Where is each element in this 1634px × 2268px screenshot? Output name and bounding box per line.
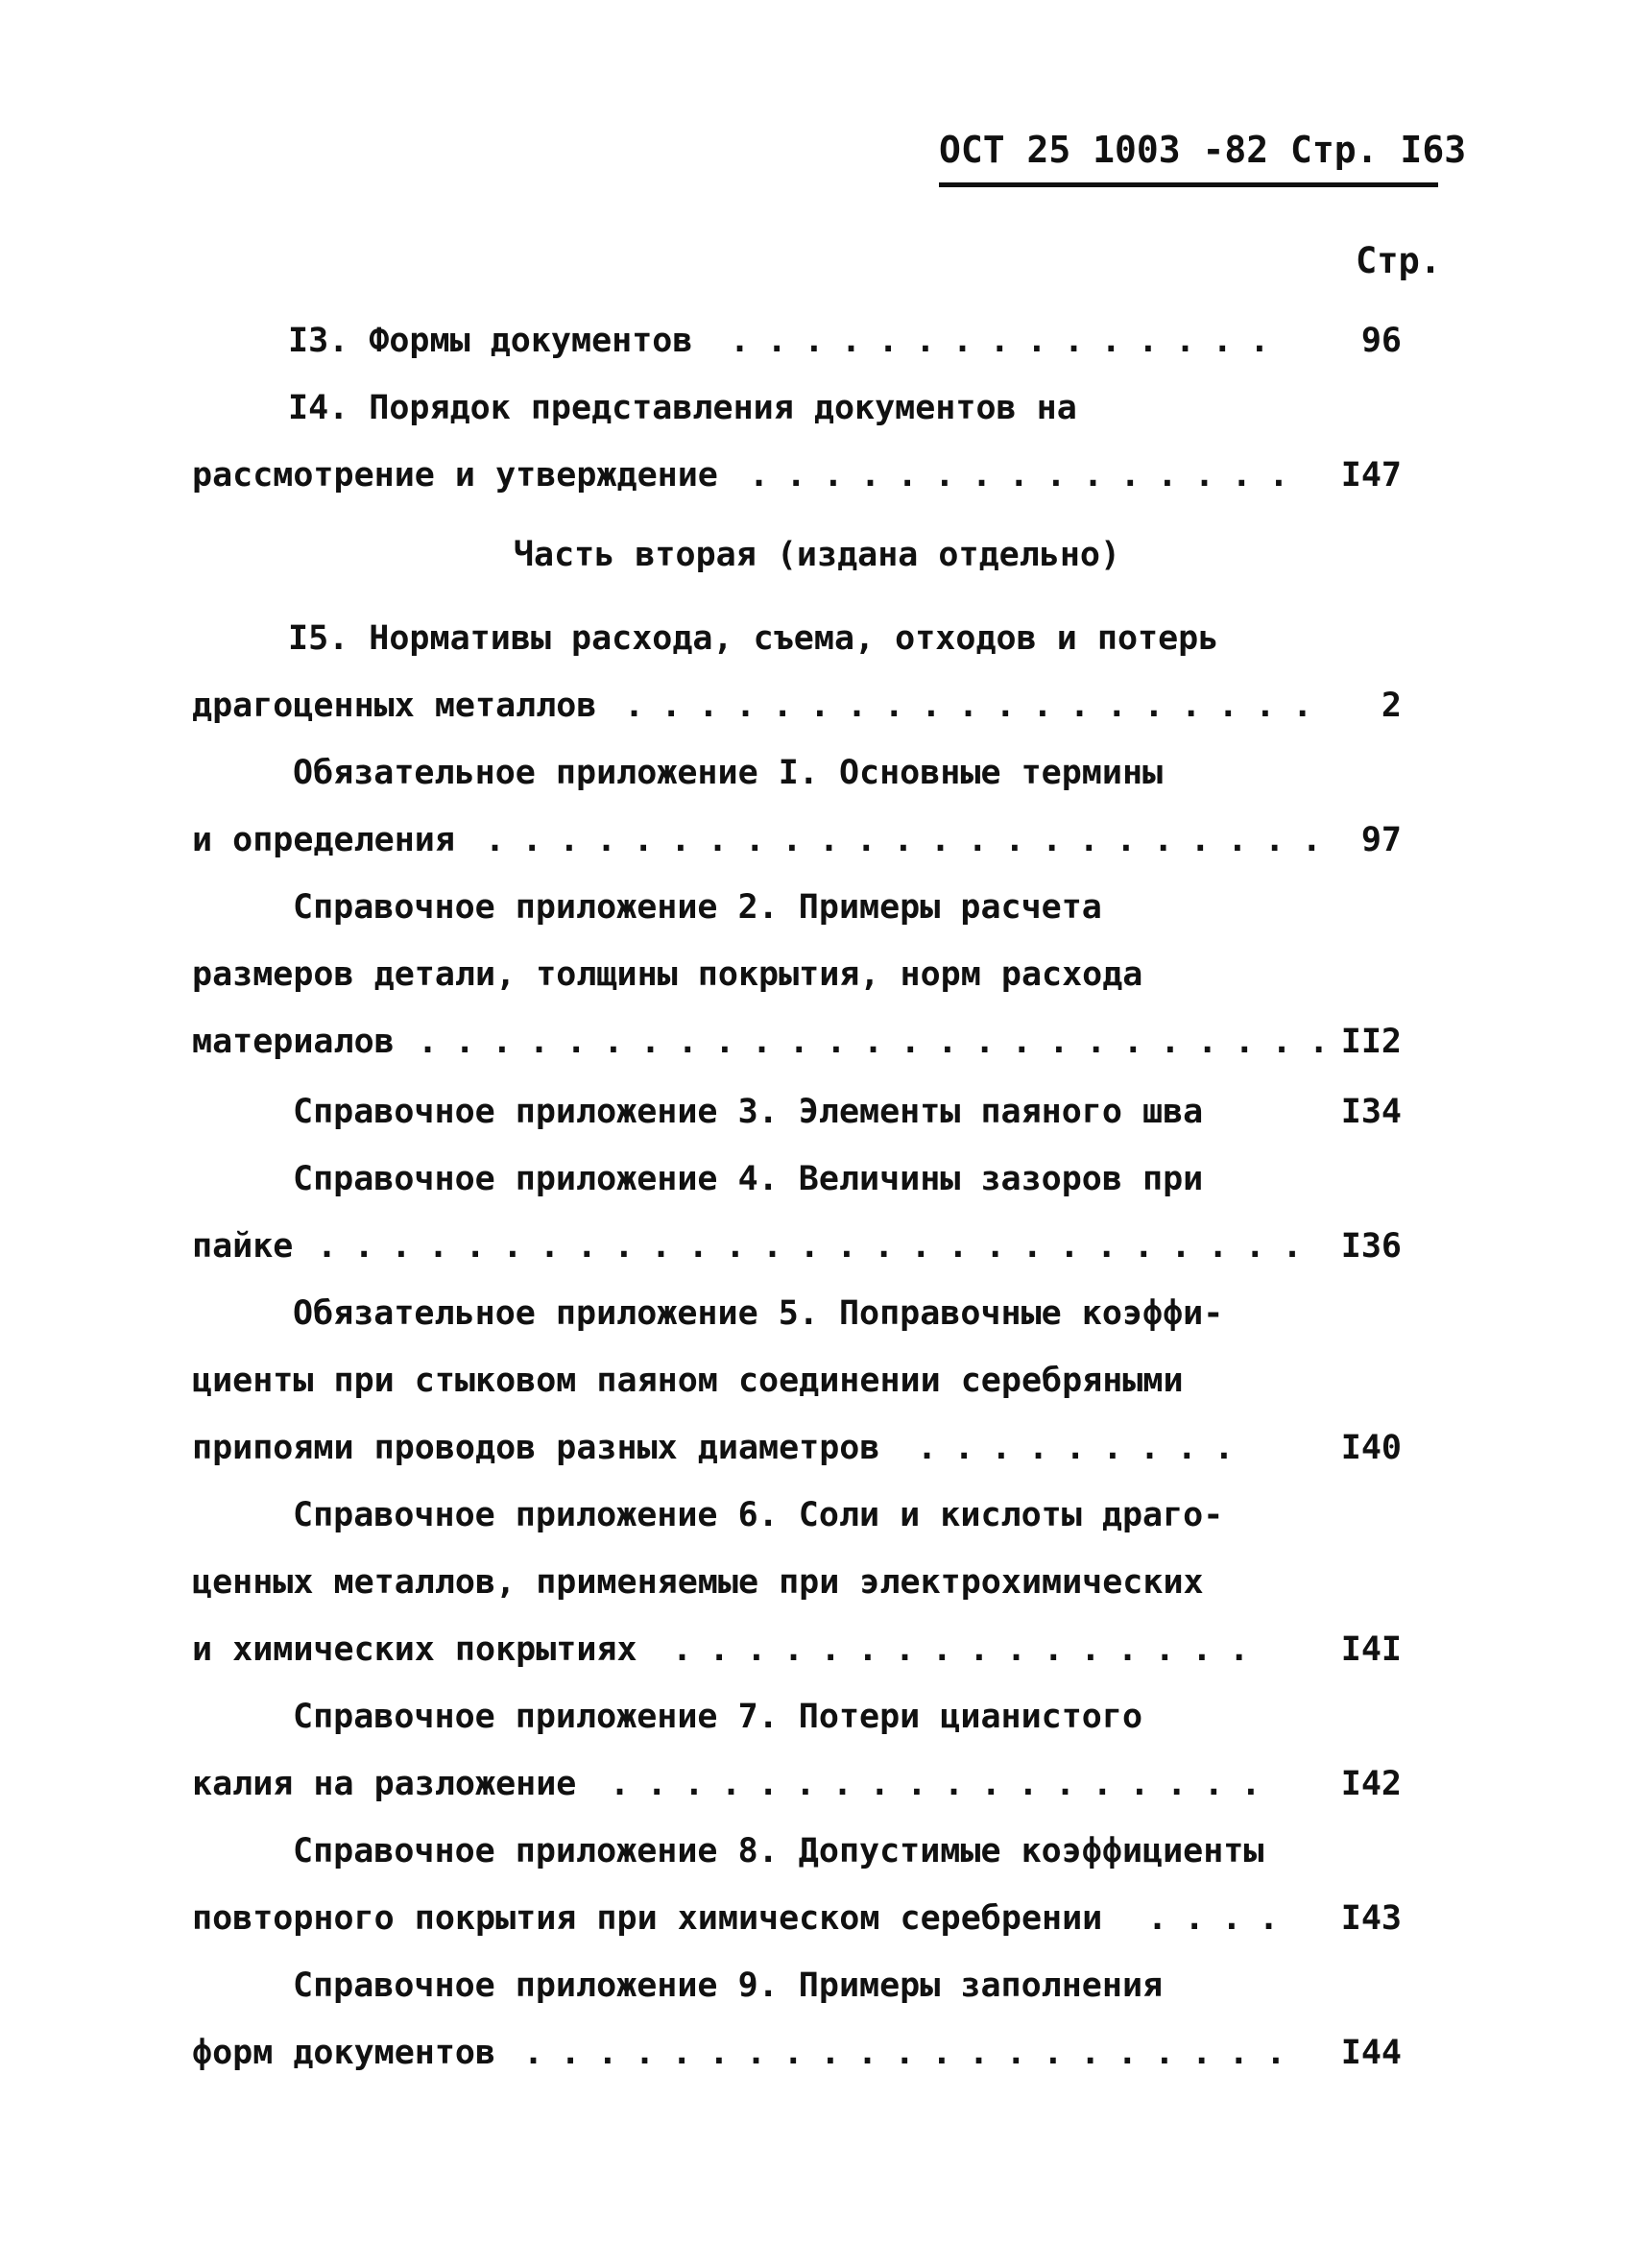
toc-entry	[0, 1957, 1634, 2015]
toc-entry-title: I4. Порядок представления документов на	[288, 389, 1077, 427]
toc-entry	[0, 610, 1634, 667]
toc-page-number: I40	[1340, 1429, 1402, 1467]
toc-entry-title-end: калия на разложение	[192, 1765, 577, 1803]
toc-entry-continuation	[0, 446, 1634, 504]
toc-entry-title-middle: размеров детали, толщины покрытия, норм расхода	[192, 955, 1143, 994]
section-heading	[0, 526, 1634, 584]
toc-entry-continuation	[0, 1013, 1634, 1071]
toc-entry-title: Справочное приложение 4. Величины зазоров при	[293, 1160, 1204, 1198]
toc-entry-title: Справочное приложение 8. Допустимые коэффициенты	[293, 1832, 1264, 1870]
toc-entry-title-end: припоями проводов разных диаметров	[192, 1429, 880, 1467]
toc-page-number: 97	[1360, 821, 1402, 859]
leader-dots: .........	[917, 1429, 1252, 1467]
toc-entry	[0, 879, 1634, 936]
toc-entry	[0, 1285, 1634, 1342]
toc-entry-continuation	[0, 1755, 1634, 1813]
page-header	[939, 125, 1467, 192]
toc-entry-title: Справочное приложение 3. Элементы паяного шва	[293, 1093, 1204, 1131]
toc-entry-continuation	[0, 1554, 1634, 1611]
toc-page-number: 96	[1360, 322, 1402, 360]
toc-entry-title-end: форм документов	[192, 2034, 496, 2072]
toc-page-number: I42	[1340, 1765, 1402, 1803]
toc-entry-title: Справочное приложение 9. Примеры заполнения	[293, 1966, 1164, 2005]
toc-entry-continuation	[0, 811, 1634, 869]
toc-entry	[0, 1688, 1634, 1746]
toc-page-number: I47	[1340, 456, 1402, 495]
toc-entry	[0, 312, 1634, 370]
toc-entry	[0, 379, 1634, 437]
toc-page-number: I4I	[1340, 1630, 1402, 1669]
toc-entry	[0, 1486, 1634, 1544]
toc-entry-continuation	[0, 1419, 1634, 1477]
toc-entry-title-end: материалов	[192, 1023, 395, 1061]
leader-dots: .....................	[523, 2034, 1304, 2072]
toc-entry-title-middle: ценных металлов, применяемые при электрохимических	[192, 1563, 1204, 1602]
toc-entry-title-end: и химических покрытиях	[192, 1630, 637, 1669]
toc-entry-title-end: драгоценных металлов	[192, 687, 597, 725]
section-heading-text: Часть вторая (издана отдельно)	[513, 536, 1121, 574]
toc-entry-title: Обязательное приложение 5. Поправочные коэффи-	[293, 1294, 1224, 1333]
toc-entry-continuation	[0, 946, 1634, 1003]
toc-entry-title: Справочное приложение 7. Потери цианистого	[293, 1698, 1143, 1736]
leader-dots: ...............	[730, 322, 1287, 360]
toc-entry-continuation	[0, 1890, 1634, 1947]
leader-dots: .........................	[418, 1023, 1346, 1061]
toc-page-number: I44	[1340, 2034, 1402, 2072]
toc-entry	[0, 1150, 1634, 1208]
toc-page-number: I34	[1340, 1093, 1402, 1131]
leader-dots: ...................	[624, 687, 1330, 725]
toc-entry-title: Справочное приложение 6. Соли и кислоты драго-	[293, 1496, 1224, 1534]
toc-entry-continuation	[0, 1352, 1634, 1410]
toc-entry	[0, 1822, 1634, 1880]
toc-page-number: I36	[1340, 1227, 1402, 1266]
toc-page-number: 2	[1381, 687, 1402, 725]
leader-dots: ...........................	[317, 1227, 1320, 1266]
toc-page-number: I43	[1340, 1899, 1402, 1938]
toc-entry-title-end: пайке	[192, 1227, 294, 1266]
toc-entry-title-end: рассмотрение и утверждение	[192, 456, 718, 495]
standard-designation: ОСТ 25 1003 -82 Стр. I63	[939, 129, 1467, 171]
header-underline	[939, 182, 1438, 187]
toc-entry-continuation	[0, 1218, 1634, 1275]
toc-entry-continuation	[0, 1621, 1634, 1678]
page-column-label: Стр.	[1356, 240, 1442, 281]
leader-dots: ..................	[610, 1765, 1279, 1803]
toc-entry-continuation	[0, 677, 1634, 735]
toc-entry-title-end: повторного покрытия при химическом серебрении	[192, 1899, 1103, 1938]
toc-entry-title: Справочное приложение 2. Примеры расчета	[293, 888, 1102, 927]
leader-dots: ................	[672, 1630, 1266, 1669]
toc-entry-title: I5. Нормативы расхода, съема, отходов и потерь	[288, 619, 1219, 658]
toc-entry-continuation	[0, 2024, 1634, 2082]
toc-page-number: II2	[1340, 1023, 1402, 1061]
toc-entry	[0, 1083, 1634, 1141]
toc-entry-title-middle: циенты при стыковом паяном соединении серебряными	[192, 1362, 1184, 1400]
leader-dots: ....	[1147, 1899, 1296, 1938]
toc-entry-title: Обязательное приложение I. Основные термины	[293, 754, 1164, 792]
toc-entry-title: I3. Формы документов	[288, 322, 693, 360]
leader-dots: .......................	[485, 821, 1339, 859]
leader-dots: ...............	[749, 456, 1307, 495]
toc-entry-title-end: и определения	[192, 821, 455, 859]
toc-entry	[0, 744, 1634, 802]
